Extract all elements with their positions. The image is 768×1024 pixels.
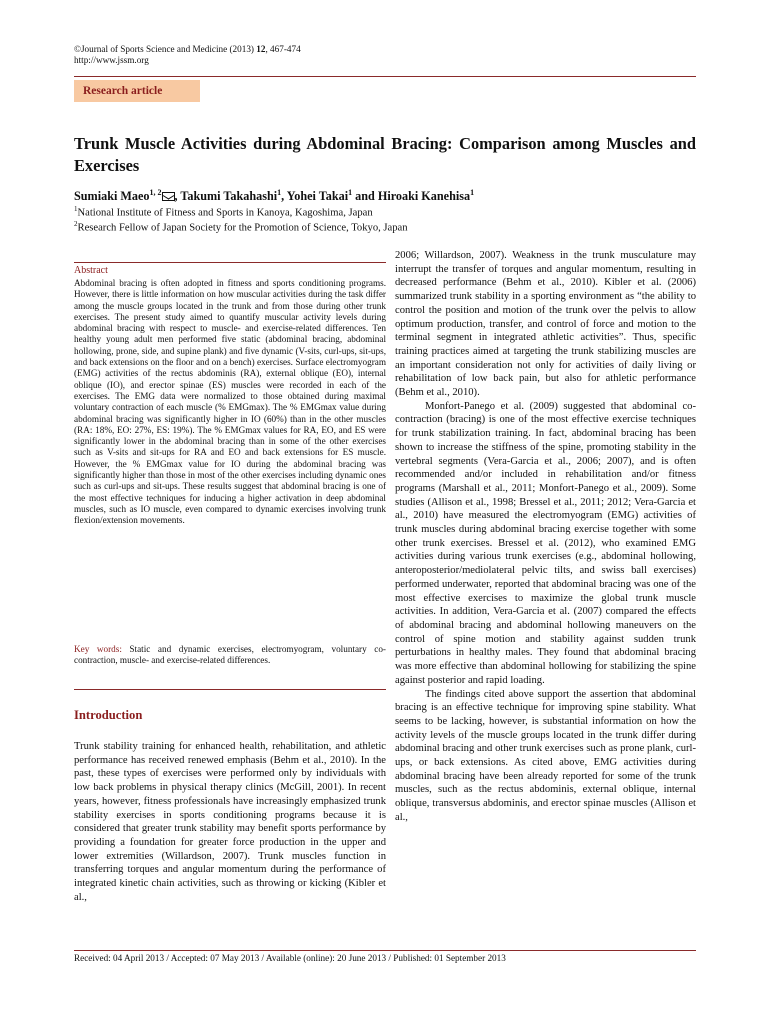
email-icon[interactable] — [162, 192, 175, 201]
abstract-bottom-divider — [74, 689, 386, 690]
article-type-badge: Research article — [74, 80, 200, 102]
header-divider — [74, 76, 696, 77]
journal-citation: ©Journal of Sports Science and Medicine (2013) 12, 467-474 — [74, 44, 301, 54]
paper-title: Trunk Muscle Activities during Abdominal Bracing: Comparison among Muscles and Exercises — [74, 134, 696, 175]
affiliation-1: $^1$National Institute of Fitness and Sports in Kanoya, Kagoshima, Japan — [74, 205, 373, 219]
footer-divider — [74, 950, 696, 951]
affiliation-2: $^2$Research Fellow of Japan Society for the Promotion of Science, Tokyo, Japan — [74, 220, 408, 234]
abstract-top-divider — [74, 262, 386, 263]
journal-url[interactable]: http://www.jssm.org — [74, 55, 149, 65]
publication-dates: Received: 04 April 2013 / Accepted: 07 May 2013 / Available (online): 20 June 2013 / Published: 01 September 2013 — [74, 953, 506, 963]
intro-paragraph-1: Trunk stability training for enhanced health, rehabilitation, and athletic performance has received renewed emphasis (Behm et al., 2010). In the past, these types of exercises were performed only by individuals with low back problems in physical therapy clinics (McGill, 2001). In recent years, however, fitness professionals have increasingly emphasized trunk stability exercises in sports conditioning programs because it is considered that greater trunk stability may benefit sports performance by providing a foundation for greater force production in the upper and lower extremities (Willardson, 2007). Trunk muscles function in transferring torques and angular momentum during the performance of integrated kinetic chain activities, such as throwing or kicking (Kibler et al., — [74, 741, 386, 903]
intro-paragraph-4: The findings cited above support the assertion that abdominal bracing is an effective technique for improving spine stability. What seems to be lacking, however, is substantial information on how the activity levels of the muscle groups located in the trunk differ during abdominal bracing and other trunk exercises such as prone plank, curl-ups, or back extensions. As cited above, EMG activities during abdominal bracing have been already reported for some of the trunk muscles, such as the rectus abdominis, external oblique, internal oblique, transversus abdominis, and erector spinae muscles (Allison et al., — [395, 688, 696, 823]
keywords: Key words: Static and dynamic exercises, electromyogram, voluntary co-contraction, muscle- and exercise-related differences. — [74, 644, 386, 666]
intro-right-column — [395, 249, 696, 825]
abstract-text: Abdominal bracing is often adopted in fitness and sports conditioning programs. However, there is little information on how muscular activities during the task differ among the muscle groups located in the trunk and from those during other trunk exercises. The present study aimed to quantify muscular activity levels during abdominal bracing with respect to muscle- and exercise-related differences. Ten healthy young adult men performed five static (abdominal bracing, abdominal hollowing, prone, side, and supine plank) and five dynamic (V-sits, curl-ups, sit-ups, and back extensions on the floor and on a bench) exercises. Surface electromyogram (EMG) activities of the rectus abdominis (RA), external oblique (EO), internal oblique (IO), and erector spinae (ES) muscles were recorded in each of the exercises. The EMG data were normalized to those obtained during maximal voluntary contraction of each muscle (% EMGmax). The % EMGmax value during abdominal bracing was significantly higher in IO (60%) than in the other muscles (RA: 18%, EO: 27%, ES: 19%). The % EMGmax values for RA, EO, and ES were significantly lower in the abdominal bracing than in some of the other exercises such as V-sits and sit-ups for RA and EO and back extensions for ES muscle. However, the % EMGmax value for IO during the abdominal bracing was significantly higher than those in most of the other exercises including dynamic ones such as curl-ups and sit-ups. These results suggest that abdominal bracing is one of the most effective techniques for inducing a higher activation in deep abdominal muscles, such as IO muscle, even compared to dynamic exercises involving trunk flexion/extension movements. — [74, 278, 386, 526]
intro-paragraph-3: Monfort-Panego et al. (2009) suggested that abdominal co-contraction (bracing) is one of the most effective exercise techniques for trunk stabilization training. In fact, abdominal bracing has been shown to increase the stiffness of the spine, promoting stability in the vertebral segments (Vera-Garcia et al., 2006; 2007), and is often recommended and/or included in rehabilitation and/or fitness programs (Marshall et al., 2011; Monfort-Panego et al., 2009). Some studies (Allison et al., 1998; Bressel et al., 2011; 2012; Vera-Garcia et al., 2010) have measured the electromyogram (EMG) activities of trunk muscles during abdominal bracing exercise together with some other trunk exercises. Bressel et al. (2012), who examined EMG activities during various trunk exercises (e.g., abdominal hollowing, anteroposterior/mediolateral pelvic tilts, and swiss ball exercises) performed underwater, reported that abdominal bracing was one of the most effective exercises to maximize the global trunk muscle activities. In addition, Vera-Garcia et al. (2007) compared the effects of abdominal bracing and abdominal hollowing maneuvers on the control of spine motion and stability against sudden trunk perturbations in healthy males. They found that abdominal bracing was more effective than abdominal hollowing for stabilizing the spine against posterior and rapid loading. — [395, 400, 696, 686]
section-heading-introduction: Introduction — [74, 708, 143, 722]
intro-paragraph-2: 2006; Willardson, 2007). Weakness in the trunk musculature may interrupt the transfer of torques and angular momentum, resulting in decreased performance (Behm et al., 2010). Kibler et al. (2006) summarized trunk stability in a sporting environment as “the ability to control the position and motion of the trunk over the pelvis to allow optimum production, transfer, and control of force and motion to the terminal segment in integrated athletic activities”. Thus, specific training practices aimed at targeting the trunk stabilizing muscles are an important consideration not only for activities of daily living or rehabilitation of low back pain, but also for athletic performance (Behm et al., 2010). — [395, 250, 696, 399]
author-list: Sumiaki Maeo$^{1, 2}$ , Takumi Takahashi$^1$, Yohei Takai$^1$ and Hiroaki Kanehisa$^1$ — [74, 188, 475, 204]
abstract-heading: Abstract — [74, 265, 108, 276]
keywords-label: Key words: — [74, 644, 122, 654]
intro-left-column — [74, 740, 386, 904]
